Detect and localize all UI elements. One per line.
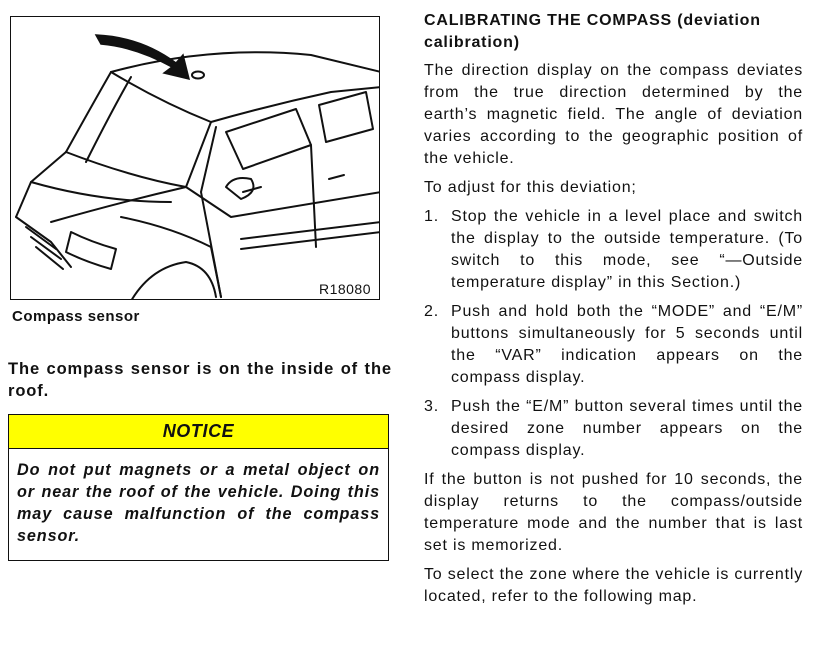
adjust-lead: To adjust for this deviation; [424, 179, 637, 196]
step-text: Push and hold both the “MODE” and “E/M” buttons simultaneously for 5 seconds until the “VAR” indication appears on the compass display. [451, 303, 803, 386]
calibration-section [424, 10, 803, 615]
notice-text: Do not put magnets or a metal object on or near the roof of the vehicle. Doing this may cause malfunction of the compass sensor. [17, 461, 380, 545]
step-item [424, 206, 803, 294]
notice-heading: NOTICE [9, 415, 388, 449]
vehicle-roof-sensor-drawing [11, 17, 380, 300]
step-number: 3. [424, 398, 439, 415]
section-title: CALIBRATING THE COMPASS (deviation calibration) [424, 12, 761, 51]
notice-box [8, 414, 389, 561]
step-number: 1. [424, 208, 439, 225]
step-text: Push the “E/M” button several times until the desired zone number appears on the compass display. [451, 398, 803, 459]
zone-note: To select the zone where the vehicle is currently located, refer to the following map. [424, 566, 803, 605]
step-item [424, 301, 803, 389]
figure-code: R18080 [318, 281, 371, 297]
step-number: 2. [424, 303, 439, 320]
step-item [424, 396, 803, 462]
sensor-location-text: The compass sensor is on the inside of the roof. [8, 360, 392, 400]
sensor-marker [192, 72, 204, 79]
figure-caption: Compass sensor [12, 308, 140, 325]
timeout-note: If the button is not pushed for 10 seconds, the display returns to the compass/outside temperature mode and the number that is last set is memorized. [424, 471, 803, 554]
step-text: Stop the vehicle in a level place and switch the display to the outside temperature. (To switch to this mode, see “—Outside temperature display” in this Section.) [451, 208, 803, 291]
vehicle-illustration [10, 16, 380, 300]
intro-paragraph: The direction display on the compass deviates from the true direction determined by the earth’s magnetic field. The angle of deviation varies according to the geographic position of the vehicle. [424, 62, 803, 167]
